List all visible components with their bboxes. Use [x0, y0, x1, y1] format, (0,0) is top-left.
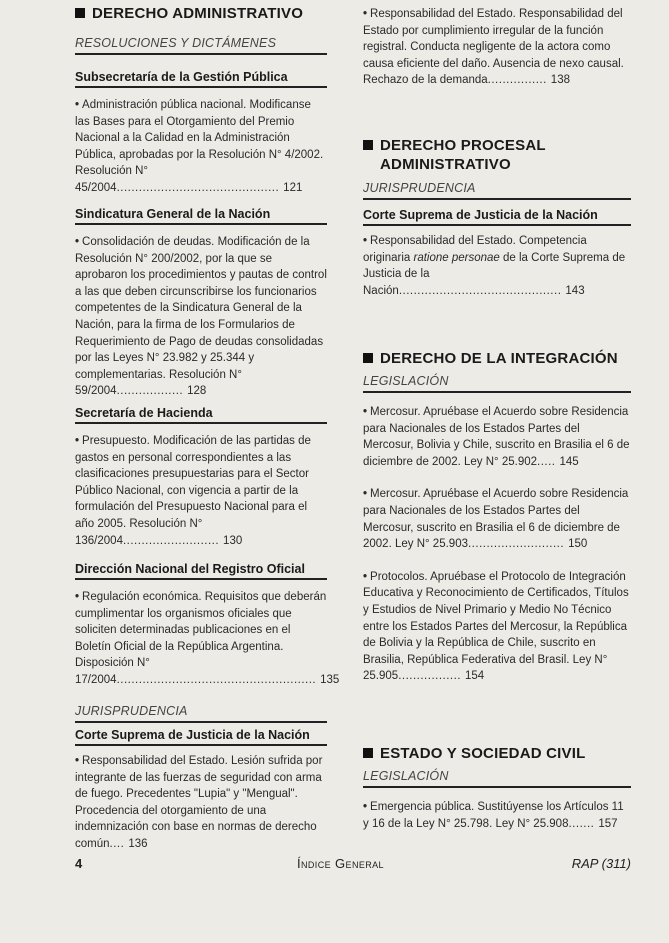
subsection-jurisprudencia: JURISPRUDENCIA: [363, 181, 631, 200]
bullet-icon: •: [363, 488, 368, 501]
group-jurisprudencia-left: [75, 700, 327, 853]
subsection-resoluciones: RESOLUCIONES Y DICTÁMENES: [75, 36, 327, 55]
page-ref: 136: [128, 837, 148, 850]
group-sindicatura: [75, 207, 327, 400]
bullet-icon: •: [75, 99, 80, 111]
page-ref: 138: [550, 74, 570, 87]
page-ref: 154: [465, 670, 485, 683]
bullet-icon: •: [363, 8, 368, 20]
page-ref: 130: [223, 534, 243, 547]
page-footer: [75, 856, 631, 876]
group-heading: Corte Suprema de Justicia de la Nación: [75, 728, 327, 746]
bullet-icon: •: [75, 435, 80, 447]
index-entry[interactable]: • Administración pública nacional. Modificanse las Bases para el Otorgamiento del Premio Nacional a la Calidad en la Administración Pública, aprobadas por la Resolución N° 4/2002. Resolución N° 45/2004............................................ 121: [75, 99, 324, 194]
bullet-icon: •: [75, 591, 80, 603]
footer-title: Índice General: [297, 856, 384, 871]
bullet-icon: •: [363, 406, 368, 418]
subsection-jurisprudencia: JURISPRUDENCIA: [75, 704, 327, 723]
page-ref: 135: [320, 673, 340, 686]
square-bullet-icon: [363, 140, 373, 150]
page-ref: 128: [187, 385, 207, 398]
group-heading: Corte Suprema de Justicia de la Nación: [363, 208, 631, 226]
bullet-icon: •: [75, 755, 80, 767]
square-bullet-icon: [363, 748, 373, 758]
index-entry[interactable]: • Mercosur. Apruébase el Acuerdo sobre Residencia para Nacionales de los Estados Partes del Mercosur, Bolivia y Chile, suscrito en Brasilia el 6 de diciembre de 2002. Ley N° 25.902..... 145: [363, 406, 630, 468]
page-ref: 121: [283, 181, 303, 194]
subsection-legislacion: LEGISLACIÓN: [363, 769, 631, 788]
index-entry[interactable]: • Emergencia pública. Sustitúyense los Artículos 11 y 16 de la Ley N° 25.798. Ley N° 25.908....... 157: [363, 801, 624, 830]
index-entry[interactable]: • Consolidación de deudas. Modificación de la Resolución N° 200/2002, por la que se aprobaron los procedimientos y pautas de control a las que deben circunscribirse los funcionarios competentes de la Sindicatura General de la Nación, para la firma de los Formularios de Requerimiento de Pago de deudas consolidadas por las Leyes N° 23.982 y 25.344 y complementarias. Resolución N° 59/2004.................. 128: [75, 236, 327, 398]
index-entry[interactable]: • Presupuesto. Modificación de las partidas de gastos en personal correspondientes a las clasificaciones presupuestarias para el Sector Público Nacional, con vigencia a partir de la formulación del Presupuesto Nacional para el año 2005. Resolución N° 136/2004.......................... 130: [75, 435, 311, 547]
publication-label: RAP (311): [571, 856, 631, 871]
group-heading: Sindicatura General de la Nación: [75, 207, 327, 225]
section-derecho-integracion: [363, 349, 631, 685]
continued-entry-block: [363, 6, 631, 89]
index-entry[interactable]: • Responsabilidad del Estado. Competencia originaria ratione personae de la Corte Suprema de Justicia de la Nación............................................ 143: [363, 235, 626, 297]
section-title-estado-sociedad: ESTADO Y SOCIEDAD CIVIL: [363, 744, 631, 763]
section-title-derecho-administrativo: DERECHO ADMINISTRATIVO: [75, 4, 327, 23]
bullet-icon: •: [363, 801, 368, 813]
bullet-icon: •: [75, 236, 80, 248]
bullet-icon: •: [363, 570, 368, 583]
index-entry[interactable]: • Protocolos. Apruébase el Protocolo de Integración Educativa y Reconocimiento de Certificados, Títulos y Estudios de Nivel Primario y Medio No Técnico entre los Estados Partes del Mercosur, la República de Bolivia y la República de Chile, suscrito en Brasilia, República Federativa del Brasil. Ley N° 25.905................. 154: [363, 570, 629, 683]
group-hacienda: [75, 406, 327, 549]
index-entry[interactable]: • Responsabilidad del Estado. Responsabilidad del Estado por cumplimiento irregular de la función registral. Conducta negligente de la actora como causa eficiente del daño. Ausencia de nexo causal. Rechazo de la demanda................ 138: [363, 8, 624, 87]
square-bullet-icon: [363, 353, 373, 363]
section-derecho-procesal: [363, 136, 631, 299]
group-registro-oficial: [75, 562, 340, 689]
index-entry[interactable]: • Regulación económica. Requisitos que deberán cumplimentar los organismos oficiales que soliciten determinadas publicaciones en el Boletín Oficial de la República Argentina. Disposición N° 17/2004...................................................... 135: [75, 591, 340, 686]
section-title-integracion: DERECHO DE LA INTEGRACIÓN: [363, 349, 631, 368]
page-ref: 157: [598, 817, 618, 830]
page-ref: 150: [568, 538, 588, 551]
group-heading: Secretaría de Hacienda: [75, 406, 327, 424]
index-entry[interactable]: • Responsabilidad del Estado. Lesión sufrida por integrante de las fuerzas de seguridad con arma de fuego. Precedentes "Lupia" y "Mengual". Procedencia del otorgamiento de una indemnización con base en normas de derecho común.... 136: [75, 755, 323, 850]
group-heading: Subsecretaría de la Gestión Pública: [75, 70, 327, 88]
page-number: 4: [75, 856, 83, 871]
subsection-legislacion: LEGISLACIÓN: [363, 374, 631, 393]
bullet-icon: •: [363, 235, 368, 247]
section-estado-sociedad-civil: [363, 744, 631, 832]
page-ref: 143: [565, 284, 585, 297]
group-gestion-publica: [75, 70, 327, 197]
page-ref: 145: [559, 455, 579, 468]
square-bullet-icon: [75, 8, 85, 18]
section-title-derecho-procesal: DERECHO PROCESAL ADMINISTRATIVO: [363, 136, 631, 174]
group-heading: Dirección Nacional del Registro Oficial: [75, 562, 327, 580]
index-entry[interactable]: • Mercosur. Apruébase el Acuerdo sobre Residencia para Nacionales de los Estados Partes del Mercosur, suscrito en Brasilia el 6 de diciembre de 2002. Ley N° 25.903.......................... 150: [363, 488, 629, 551]
